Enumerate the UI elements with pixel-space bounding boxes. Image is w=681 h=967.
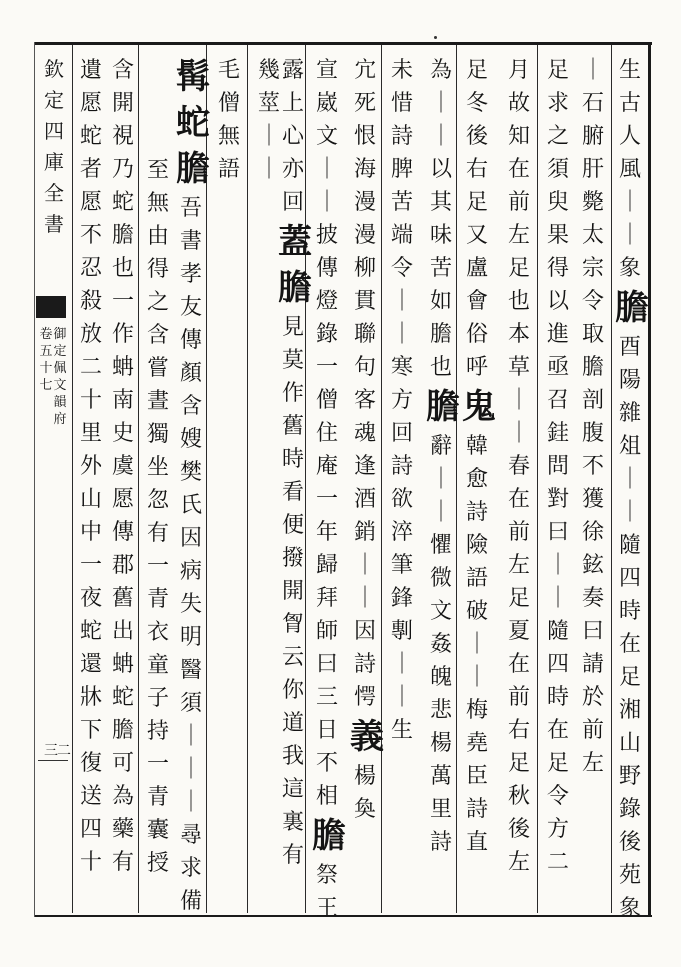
page-frame-right (648, 42, 651, 917)
text-column-3: 足 求 之 須 臾 果 得 以 進 亟 召 銈 問 對 曰 ｜ ｜ 隨 四 時 在 足 令 方 二 (546, 58, 569, 875)
page-number: 三二 (44, 743, 70, 759)
column-rule (456, 45, 457, 913)
column-rule (247, 45, 248, 913)
text-column-2: ｜ 石 腑 肝 斃 太 宗 令 取 膽 剖 腹 不 獲 徐 鉉 奏 曰 請 於 前 左 (581, 58, 604, 776)
text-column-1: 生 古 人 風 ｜ ｜ 象 膽 酉 陽 雜 俎 ｜ ｜ 隨 四 時 在 足 湘 山 野 錄 後 苑 象 (615, 58, 649, 921)
margin-title: 欽 定 四 庫 全 書 (44, 57, 64, 236)
text-column-16: 遺 愿 蛇 者 愿 不 忍 殺 放 二 十 里 外 山 中 一 夜 蛇 還 牀 下 復 送 四 十 (79, 58, 102, 875)
text-column-9: 宣 崴 文 ｜ ｜ 披 傳 燈 錄 一 僧 住 庵 一 年 歸 拜 師 曰 三 日 不 相 膽 祭 王 (312, 58, 346, 921)
page-frame-left (34, 42, 35, 917)
fishtail-block (36, 296, 66, 318)
text-column-13: 髯 蛇 膽 吾 書 孝 友 傳 顏 含 嫂 樊 氏 因 病 失 明 醫 須 ｜ ｜ ｜ 尋 求 備 (176, 57, 210, 914)
page-number-rule (38, 760, 68, 761)
text-column-14: 至 無 由 得 之 含 嘗 晝 獨 坐 忽 有 一 青 衣 童 子 持 一 青 囊 授 (146, 158, 169, 876)
text-column-8: 宂 死 恨 海 漫 漫 柳 貫 聯 句 客 魂 逢 酒 銷 ｜ ｜ 因 詩 愕 義 楊 奐 (350, 58, 384, 822)
column-rule (138, 45, 139, 913)
text-column-15: 含 開 視 乃 蛇 膽 也 一 作 蚺 南 史 虞 愿 傳 郡 舊 出 蚺 蛇 膽 可 為 藥 有 (111, 58, 134, 875)
margin-book-name: 御 定 佩 文 韻 府 (53, 327, 67, 427)
column-rule (72, 45, 73, 913)
page-frame-bottom (34, 915, 652, 917)
text-column-11: 幾 莖 ｜ ｜ (257, 58, 280, 182)
text-column-6: 為 ｜ ｜ 以 其 味 苦 如 膽 也 膽 辭 ｜ ｜ 懼 微 文 姦 魄 悲 楊 萬 里 詩 (426, 58, 460, 855)
page-frame-top (34, 42, 652, 45)
ink-dot (434, 36, 437, 39)
column-rule (537, 45, 538, 913)
text-column-5: 足 冬 後 右 足 又 盧 會 俗 呼 鬼 韓 愈 詩 險 語 破 ｜ ｜ 梅 堯 臣 詩 直 (462, 58, 496, 855)
margin-volume: 卷 五 十 七 (39, 327, 53, 393)
text-column-4: 月 故 知 在 前 左 足 也 本 草 ｜ ｜ 春 在 前 左 足 夏 在 前 右 足 秋 後 左 (507, 58, 530, 875)
text-column-7: 未 惜 詩 脾 苦 端 令 ｜ ｜ 寒 方 回 詩 欲 淬 筆 鋒 剸 ｜ ｜ 生 (390, 58, 413, 743)
text-column-12: 毛 僧 無 語 (217, 58, 240, 182)
column-rule (381, 45, 382, 913)
text-column-10: 露 上 心 亦 回 蓋 膽 見 莫 作 舊 時 看 便 撥 開 胷 云 你 道 我 這 裏 有 (278, 58, 312, 868)
column-rule (611, 45, 612, 913)
